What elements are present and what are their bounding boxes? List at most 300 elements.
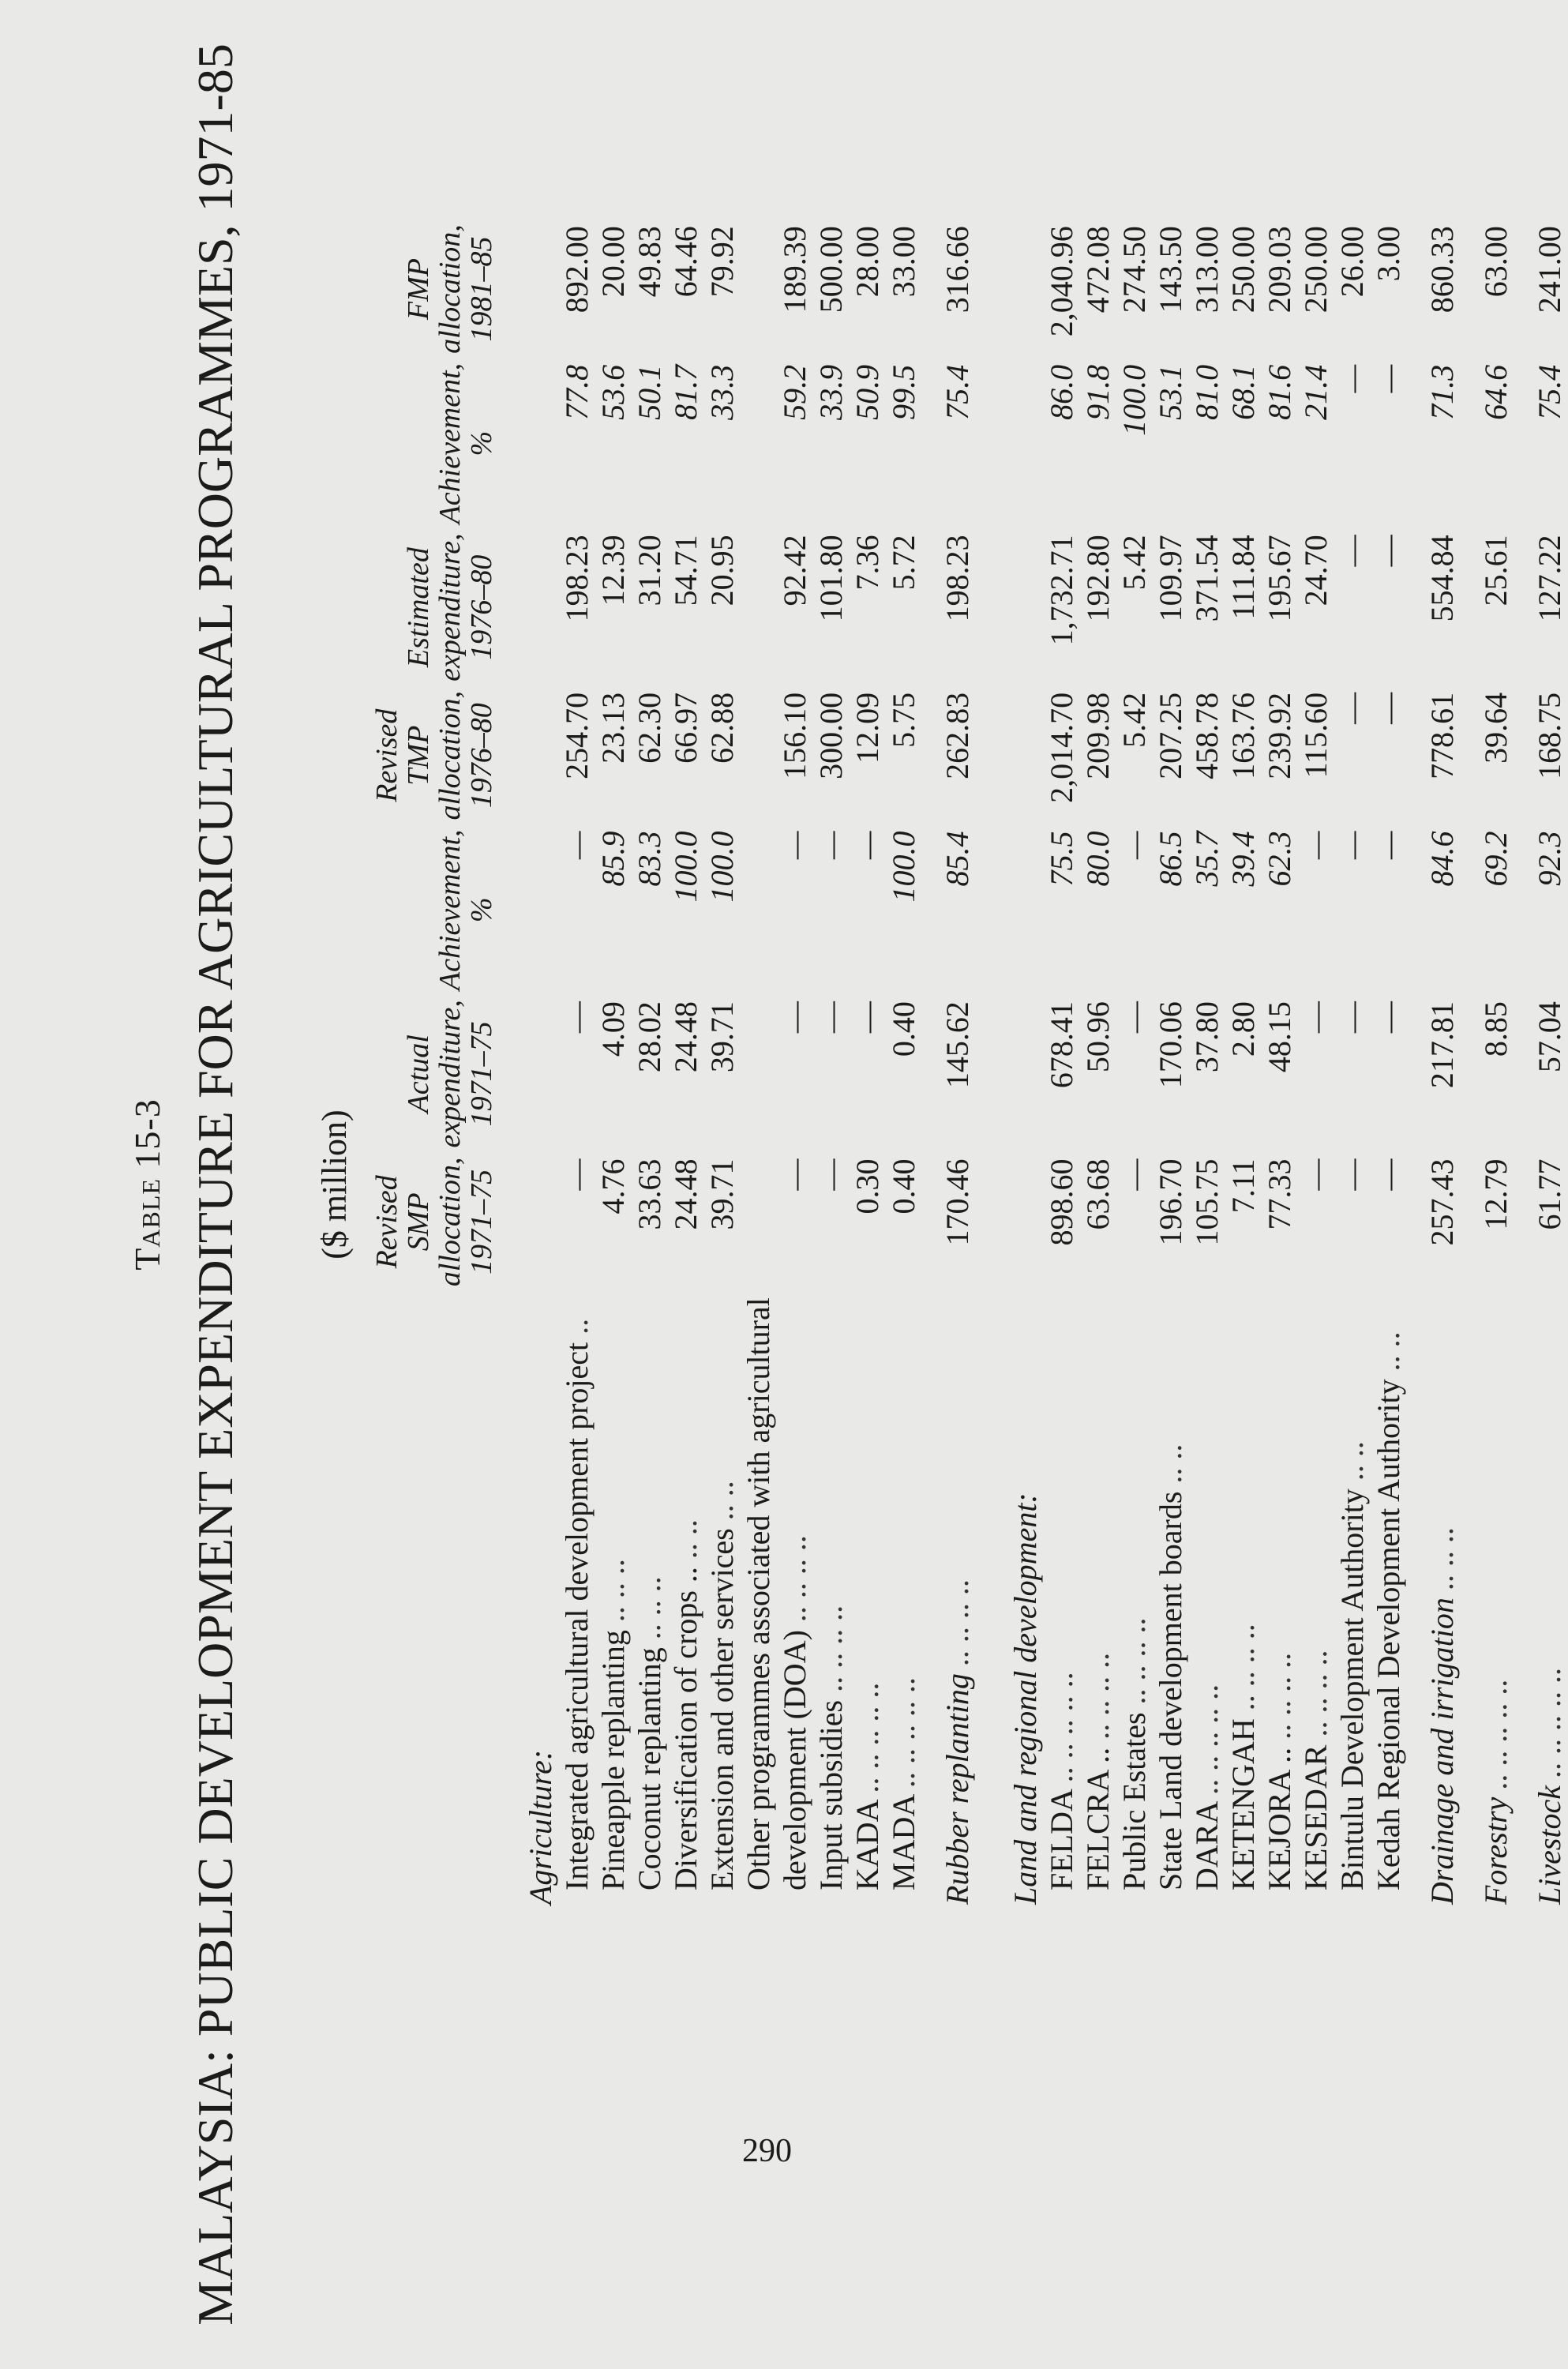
table-cell (976, 220, 993, 359)
table-cell: 209.03 (1262, 226, 1297, 313)
column-header: Estimated expenditure, 1976–80 (402, 533, 498, 681)
table-row (777, 220, 813, 1911)
row-label (1044, 1291, 1080, 1911)
table-cell (741, 528, 777, 685)
leader-dots: .. .. .. .. (1225, 1624, 1261, 1711)
table-cell: 472.08 (1080, 226, 1116, 313)
table-cell (976, 1153, 993, 1292)
table-cell: 33.3 (704, 364, 740, 420)
table-cell: 81.0 (1189, 364, 1225, 420)
spacer-row (1461, 220, 1478, 1911)
table-cell: 778.61 (1424, 692, 1460, 779)
table-cell: 4.76 (595, 1158, 631, 1215)
row-label (1424, 1291, 1461, 1911)
table-cell: 145.62 (940, 1001, 975, 1089)
leader-dots: .. .. .. .. (777, 1535, 812, 1623)
row-label-text: KADA (850, 1800, 885, 1890)
table-cell (976, 359, 993, 529)
table-cell: 66.97 (668, 692, 703, 764)
table-cell: 5.75 (886, 692, 921, 748)
table-cell (1407, 359, 1424, 529)
table-cell: 12.79 (1478, 1158, 1514, 1230)
table-cell (1461, 686, 1478, 825)
table-cell (922, 1153, 940, 1292)
table-cell: 92.3 (1532, 831, 1567, 887)
leader-dots: .. .. (1334, 1441, 1370, 1481)
table-cell: — (1371, 692, 1406, 724)
table-cell (1514, 528, 1532, 685)
table-cell (976, 528, 993, 685)
table-cell: 79.92 (704, 226, 740, 298)
table-cell (993, 359, 1044, 529)
table-cell: 5.42 (1116, 692, 1152, 748)
table-cell (922, 220, 940, 359)
leader-dots: .. .. .. .. .. (1532, 1666, 1567, 1778)
row-label (976, 1291, 993, 1911)
table-cell (1407, 686, 1424, 825)
table-row (508, 220, 559, 1911)
table-cell (993, 528, 1044, 685)
table-cell: 35.7 (1189, 831, 1225, 887)
leader-dots: .. .. .. (632, 1576, 667, 1640)
table-cell: 20.00 (595, 226, 631, 298)
table-cell: 62.30 (632, 692, 667, 764)
table-cell (508, 686, 559, 825)
leader-dots: .. .. .. .. .. (1478, 1678, 1514, 1789)
row-label-text: Pineapple replanting (595, 1630, 631, 1890)
table-cell: 84.6 (1424, 831, 1460, 887)
table-cell: 1,732.71 (1044, 535, 1079, 646)
table-cell: — (777, 1001, 812, 1034)
table-cell (741, 824, 777, 995)
leader-dots: .. .. .. .. (813, 1605, 849, 1692)
leader-dots: .. .. .. .. (1298, 1650, 1334, 1737)
row-label-text: Integrated agricultural development project (559, 1342, 595, 1890)
row-label (813, 1291, 850, 1911)
table-cell: 898.60 (1044, 1158, 1079, 1246)
table-row (1371, 220, 1407, 1911)
row-label (704, 1291, 741, 1911)
table-cell: — (850, 1001, 885, 1034)
table-cell: 81.7 (668, 364, 703, 420)
table-cell: 300.00 (813, 692, 849, 779)
table-cell: 0.40 (886, 1158, 921, 1215)
table-cell: 63.68 (1080, 1158, 1116, 1230)
row-label (595, 1291, 632, 1911)
table-cell: 21.4 (1298, 364, 1334, 420)
table-cell: — (559, 1001, 595, 1034)
table-cell: 12.09 (850, 692, 885, 764)
table-cell: 77.33 (1262, 1158, 1297, 1230)
table-cell: 54.71 (668, 535, 703, 606)
table-cell: 156.10 (777, 692, 812, 779)
table-row (668, 220, 704, 1911)
table-row (632, 220, 668, 1911)
row-label (668, 1291, 704, 1911)
row-label (1407, 1291, 1424, 1911)
table-cell: 4.09 (595, 1001, 631, 1057)
table-cell: — (1116, 1158, 1152, 1191)
table-cell: 105.75 (1189, 1158, 1225, 1246)
row-label (922, 1291, 940, 1911)
table-row (886, 220, 922, 1911)
table-cell: 24.48 (668, 1001, 703, 1073)
table-cell: 81.6 (1262, 364, 1297, 420)
table-title: MALAYSIA: PUBLIC DEVELOPMENT EXPENDITURE FOR AGRICULTURAL PROGRAMMES, 1971-85 (187, 43, 243, 2326)
table-row (1116, 220, 1153, 1911)
table-row (1478, 220, 1514, 1911)
table-cell (508, 1153, 559, 1292)
table-cell: 7.11 (1225, 1158, 1261, 1214)
table-cell: 59.2 (777, 364, 812, 420)
table-cell: 250.00 (1298, 226, 1334, 313)
table-cell: 100.0 (668, 831, 703, 903)
table-cell (1514, 220, 1532, 359)
table-cell: 163.76 (1225, 692, 1261, 779)
row-label-text: DARA (1189, 1802, 1225, 1890)
row-label (1461, 1291, 1478, 1911)
leader-dots: .. .. .. (1424, 1526, 1460, 1590)
table-cell (1514, 359, 1532, 529)
expenditure-table (371, 220, 1568, 1911)
row-label-text: KESEDAR (1298, 1744, 1334, 1890)
leader-dots: .. .. .. .. .. (1189, 1684, 1225, 1795)
table-cell: 25.61 (1478, 535, 1514, 606)
table-cell (741, 220, 777, 359)
table-cell: 99.5 (886, 364, 921, 420)
table-row (813, 220, 850, 1911)
spacer-row (976, 220, 993, 1911)
table-row (1044, 220, 1080, 1911)
row-label (1478, 1291, 1514, 1911)
table-cell: 39.71 (704, 1001, 740, 1073)
table-cell (1461, 824, 1478, 995)
column-header: Achievement, % (433, 829, 498, 991)
row-label (1514, 1291, 1532, 1911)
table-cell: 554.84 (1424, 535, 1460, 622)
table-cell (1461, 528, 1478, 685)
table-cell: — (559, 831, 595, 860)
table-cell: — (777, 1158, 812, 1191)
table-cell: — (1371, 1001, 1406, 1034)
table-cell: 198.23 (559, 535, 595, 622)
leader-dots: .. .. .. (595, 1559, 631, 1623)
spacer-row (922, 220, 940, 1911)
column-header: Revised TMP allocation, 1976–80 (370, 690, 498, 820)
table-cell: 2.80 (1225, 1001, 1261, 1057)
table-cell: 24.48 (668, 1158, 703, 1230)
table-cell: 241.00 (1532, 226, 1567, 313)
table-cell: — (813, 831, 849, 860)
row-label (1532, 1291, 1568, 1911)
table-cell: 28.02 (632, 1001, 667, 1073)
table-cell: 61.77 (1532, 1158, 1567, 1230)
table-cell: 57.04 (1532, 1001, 1567, 1073)
leader-dots: .. .. .. .. (1116, 1617, 1152, 1705)
table-row (1334, 220, 1371, 1911)
table-cell: 313.00 (1189, 226, 1225, 313)
table-cell: 2,014.70 (1044, 692, 1079, 803)
table-cell (508, 359, 559, 529)
table-cell: 20.95 (704, 535, 740, 606)
table-cell (1514, 686, 1532, 825)
units-label: ($ million) (315, 1109, 354, 1260)
column-header: Revised SMP allocation, 1971–75 (370, 1157, 498, 1287)
table-cell: 3.00 (1371, 226, 1406, 282)
table-cell (976, 824, 993, 995)
table-cell: 50.96 (1080, 1001, 1116, 1073)
row-label (632, 1291, 668, 1911)
table-cell: 192.80 (1080, 535, 1116, 622)
table-cell (1407, 824, 1424, 995)
table-cell (993, 686, 1044, 825)
row-label-text: Land and regional development: (1007, 1492, 1043, 1905)
column-header: Achievement, % (433, 362, 498, 524)
table-cell: 50.9 (850, 364, 885, 420)
row-label-text: State Land development boards (1153, 1491, 1188, 1890)
table-cell: — (1334, 1158, 1370, 1191)
row-label-text: Kedah Regional Development Authority (1371, 1379, 1406, 1890)
table-cell: 86.5 (1153, 831, 1188, 887)
table-cell: 37.80 (1189, 1001, 1225, 1073)
table-cell (976, 995, 993, 1152)
table-cell (993, 1153, 1044, 1292)
row-label (1116, 1291, 1153, 1911)
row-label-text: Input subsidies (813, 1699, 849, 1890)
table-cell: 250.00 (1225, 226, 1261, 313)
table-cell: 170.06 (1153, 1001, 1188, 1089)
row-label (1334, 1291, 1371, 1911)
table-cell (741, 686, 777, 825)
table-cell (1514, 995, 1532, 1152)
leader-dots: .. .. (704, 1481, 740, 1521)
table-row (1298, 220, 1334, 1911)
table-cell: 143.50 (1153, 226, 1188, 313)
table-cell: 109.97 (1153, 535, 1188, 622)
table-row (1189, 220, 1225, 1911)
table-cell (741, 359, 777, 529)
table-cell: — (1298, 1158, 1334, 1191)
table-body (508, 220, 1568, 1911)
row-label-text: Drainage and irrigation (1424, 1597, 1460, 1905)
table-cell: 274.50 (1116, 226, 1152, 313)
table-cell: 257.43 (1424, 1158, 1460, 1246)
table-cell: 33.63 (632, 1158, 667, 1230)
leader-dots: .. .. (1371, 1331, 1406, 1372)
table-cell: — (1371, 364, 1406, 393)
table-cell: 33.9 (813, 364, 849, 420)
table-cell (993, 824, 1044, 995)
leader-dots: .. .. .. .. (940, 1579, 975, 1666)
table-cell: — (813, 1158, 849, 1191)
table-cell: 80.0 (1080, 831, 1116, 887)
table-cell: 209.98 (1080, 692, 1116, 779)
row-label (993, 1291, 1044, 1911)
table-row (704, 220, 741, 1911)
table-cell: 68.1 (1225, 364, 1261, 420)
table-cell (922, 824, 940, 995)
table-cell: 64.46 (668, 226, 703, 298)
row-label (1225, 1291, 1262, 1911)
table-cell: — (1116, 831, 1152, 860)
table-cell (1407, 995, 1424, 1152)
leader-dots: .. .. .. .. (1080, 1652, 1116, 1740)
row-label-text: Rubber replanting (940, 1673, 975, 1905)
table-cell: 23.13 (595, 692, 631, 764)
table-cell: — (1334, 692, 1370, 724)
table-row (1080, 220, 1116, 1911)
table-cell (993, 220, 1044, 359)
table-cell: 254.70 (559, 692, 595, 779)
table-cell: 0.40 (886, 1001, 921, 1057)
table-cell: — (1334, 1001, 1370, 1034)
table-cell (741, 995, 777, 1152)
table-cell: 170.46 (940, 1158, 975, 1246)
leader-dots: .. (559, 1318, 595, 1335)
table-cell: — (1116, 1001, 1152, 1034)
table-cell: 63.00 (1478, 226, 1514, 298)
table-cell: — (1334, 364, 1370, 393)
table-cell: 48.15 (1262, 1001, 1297, 1073)
table-cell (508, 824, 559, 995)
leader-dots: .. .. (1153, 1444, 1188, 1484)
spacer-row (1514, 220, 1532, 1911)
table-cell: — (559, 1158, 595, 1191)
table-cell: 111.84 (1225, 535, 1261, 620)
row-label (777, 1291, 813, 1911)
leader-dots: .. .. .. .. (1262, 1652, 1297, 1740)
table-cell: — (1298, 831, 1334, 860)
table-cell: 62.3 (1262, 831, 1297, 887)
row-label-text: Public Estates (1116, 1712, 1152, 1890)
table-cell: 7.36 (850, 535, 885, 591)
table-cell: 371.54 (1189, 535, 1225, 622)
table-cell: 62.88 (704, 692, 740, 764)
label-column-header (371, 1291, 508, 1911)
table-cell (1407, 528, 1424, 685)
table-cell: 75.4 (1532, 364, 1567, 420)
table-cell: 64.6 (1478, 364, 1514, 420)
table-cell: — (1298, 1001, 1334, 1034)
row-label-text: KEJORA .. (1262, 1747, 1297, 1890)
table-label: Table 15-3 (127, 1098, 167, 1271)
row-label-text: Other programmes associated with agricultural (741, 1297, 776, 1890)
table-cell: 91.8 (1080, 364, 1116, 420)
table-cell: — (850, 831, 885, 860)
table-cell: 100.0 (886, 831, 921, 903)
table-row (1225, 220, 1262, 1911)
table-cell: — (1371, 535, 1406, 567)
table-cell (508, 220, 559, 359)
table-cell: 195.67 (1262, 535, 1297, 622)
row-label-text: Agriculture: (523, 1749, 558, 1905)
table-cell: 8.85 (1478, 1001, 1514, 1057)
table-cell: — (1334, 535, 1370, 567)
table-cell: — (1371, 831, 1406, 860)
table-cell: 49.83 (632, 226, 667, 298)
table-row (595, 220, 632, 1911)
table-cell: 53.1 (1153, 364, 1188, 420)
row-label-text: Bintulu Development Authority (1334, 1489, 1370, 1890)
table-cell: 83.3 (632, 831, 667, 887)
table-cell: 892.00 (559, 226, 595, 313)
row-label (850, 1291, 886, 1911)
table-cell: 86.0 (1044, 364, 1079, 420)
table-cell (508, 528, 559, 685)
row-label-text: FELCRA .. (1080, 1747, 1116, 1890)
table-cell (922, 528, 940, 685)
row-label-text: Livestock (1532, 1785, 1567, 1905)
row-label (1189, 1291, 1225, 1911)
row-label (886, 1291, 922, 1911)
row-label (508, 1291, 559, 1911)
row-label (1262, 1291, 1298, 1911)
table-cell: 198.23 (940, 535, 975, 622)
table-cell: 85.9 (595, 831, 631, 887)
table-row (1424, 220, 1461, 1911)
table-row (993, 220, 1044, 1911)
table-cell: — (1371, 1158, 1406, 1191)
table-cell: 39.4 (1225, 831, 1261, 887)
row-label (940, 1291, 976, 1911)
row-label-text: Extension and other services (704, 1528, 740, 1890)
table-cell (976, 686, 993, 825)
table-cell (1461, 995, 1478, 1152)
table-cell: 115.60 (1298, 692, 1334, 779)
table-cell (1514, 1153, 1532, 1292)
row-label-text: MADA (886, 1795, 921, 1890)
table-cell: 100.0 (1116, 364, 1152, 436)
table-cell (1514, 824, 1532, 995)
column-header: Actual expenditure, 1971–75 (402, 1000, 498, 1148)
table-cell (922, 359, 940, 529)
header-row (371, 220, 508, 1911)
leader-dots: .. .. .. .. .. (850, 1682, 885, 1793)
row-label (1153, 1291, 1189, 1911)
table-cell: 33.00 (886, 226, 921, 298)
row-label-text: KETENGAH (1225, 1718, 1261, 1890)
table-cell: 69.2 (1478, 831, 1514, 887)
table-cell: 100.0 (704, 831, 740, 903)
table-row (1532, 220, 1568, 1911)
table-cell: 217.81 (1424, 1001, 1460, 1089)
row-label (741, 1291, 777, 1911)
row-label-text: development (DOA) (777, 1630, 812, 1890)
table-row (741, 220, 777, 1911)
table-cell: 5.42 (1116, 535, 1152, 591)
row-label-text: Coconut replanting (632, 1647, 667, 1890)
row-label-text: Forestry (1478, 1796, 1514, 1905)
table-cell: — (777, 831, 812, 860)
table-cell: 860.33 (1424, 226, 1460, 313)
table-cell: 500.00 (813, 226, 849, 313)
spacer-row (1407, 220, 1424, 1911)
table-cell: 196.70 (1153, 1158, 1188, 1246)
leader-dots: .. .. .. .. .. (886, 1676, 921, 1788)
row-label (1298, 1291, 1334, 1911)
table-cell: 26.00 (1334, 226, 1370, 298)
table-cell (508, 995, 559, 1152)
table-cell: 24.70 (1298, 535, 1334, 606)
row-label (1371, 1291, 1407, 1911)
table-cell: 12.39 (595, 535, 631, 606)
table-cell: 101.80 (813, 535, 849, 622)
table-cell: 189.39 (777, 226, 812, 313)
table-cell: 77.8 (559, 364, 595, 420)
table-cell: 50.1 (632, 364, 667, 420)
table-cell: 458.78 (1189, 692, 1225, 779)
table-cell: 678.41 (1044, 1001, 1079, 1089)
